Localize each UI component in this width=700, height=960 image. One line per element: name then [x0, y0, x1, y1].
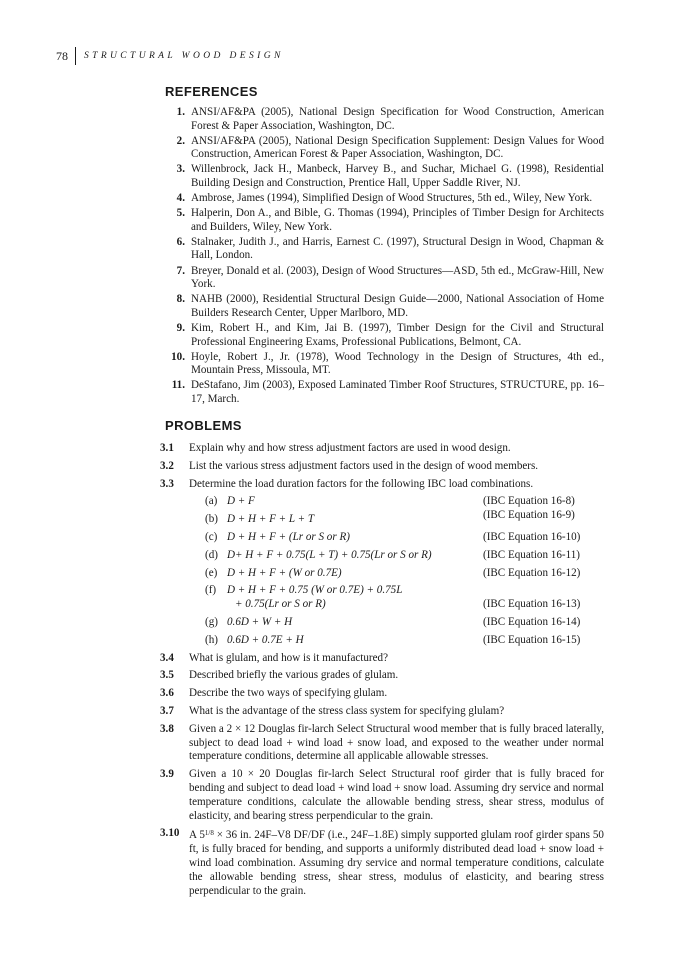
reference-text: Hoyle, Robert J., Jr. (1978), Wood Technology in the Design of Structures, 4th ed., Mountain Press, Missoula, MT. — [191, 350, 604, 377]
problem-number: 3.6 — [160, 687, 174, 700]
combination-label: (f) — [205, 584, 217, 597]
load-combination-row — [205, 584, 605, 612]
ibc-equation-reference: (IBC Equation 16-15) — [483, 633, 581, 646]
references-heading: REFERENCES — [165, 84, 258, 99]
reference-item — [160, 135, 604, 162]
reference-item — [160, 207, 604, 234]
problem-number: 3.8 — [160, 722, 174, 735]
problem-text: Explain why and how stress adjustment factors are used in wood design. — [189, 442, 511, 454]
problem-text: Describe the two ways of specifying glulam. — [189, 687, 388, 700]
load-combination-row — [205, 616, 605, 630]
problem-number: 3.10 — [160, 827, 180, 840]
ibc-equation-reference: (IBC Equation 16-9) — [483, 509, 575, 522]
problem-3-6 — [160, 687, 604, 701]
expression-line: D + H + F + (W or 0.7E) — [227, 566, 342, 579]
reference-text: Kim, Robert H., and Kim, Jai B. (1997), Timber Design for the Civil and Structural Professional Engineering Exams, Professional Publications, Belmont, CA. — [191, 321, 604, 348]
combination-label: (g) — [205, 615, 218, 628]
running-head-title: STRUCTURAL WOOD DESIGN — [84, 51, 284, 61]
reference-text: ANSI/AF&PA (2005), National Design Specification for Wood Construction, American Forest & Paper Association, Washington, DC. — [191, 106, 604, 132]
problem-3-1 — [160, 442, 604, 456]
problem-text: What is glulam, and how is it manufactured? — [189, 651, 389, 664]
load-combination-list — [205, 495, 605, 647]
expression-line-continued: + 0.75(Lr or S or R) — [235, 598, 326, 611]
problem-text: Determine the load duration factors for the following IBC load combinations. — [189, 477, 534, 490]
load-combination-row — [205, 531, 605, 545]
reference-item — [160, 322, 604, 349]
problem-number: 3.3 — [160, 477, 174, 490]
reference-text: Willenbrock, Jack H., Manbeck, Harvey B., and Suchar, Michael G. (1998), Residential Building Design and Construction, Prentice Hall, Upper Saddle River, NJ. — [191, 163, 604, 189]
problem-text-body: × 36 in. 24F–V8 DF/DF (i.e., 24F–1.8E) simply supported glulam roof girder spans 50 ft, is fully braced for bending, and supports a uniformly distributed dead load + snow load + wind load combination. Assuming dry service and normal temperature conditions, calculate the allowable bending stress, shear stress, modulus of elasticity, and bearing stress perpendicular to the grain. — [189, 829, 604, 897]
reference-number: 3. — [176, 163, 185, 176]
problem-number: 3.7 — [160, 704, 174, 717]
problem-text: List the various stress adjustment factors used in the design of wood members. — [189, 459, 539, 472]
reference-number: 7. — [176, 264, 185, 277]
expression-line: D + H + F + (Lr or S or R) — [227, 530, 350, 543]
problem-3-7 — [160, 705, 604, 719]
combination-expression — [227, 531, 483, 545]
reference-number: 9. — [176, 321, 185, 334]
page-number: 78 — [56, 48, 68, 63]
reference-number: 11. — [171, 379, 185, 392]
combination-expression — [227, 567, 483, 581]
problem-3-5 — [160, 669, 604, 683]
reference-number: 1. — [176, 106, 185, 118]
reference-item — [160, 236, 604, 263]
reference-item — [160, 265, 604, 292]
problem-3-4 — [160, 652, 604, 666]
reference-text: NAHB (2000), Residential Structural Design Guide—2000, National Association of Home Builders Research Center, Upper Marlboro, MD. — [191, 293, 604, 319]
ibc-equation-reference: (IBC Equation 16-8) — [483, 495, 575, 508]
problem-3-8 — [160, 723, 604, 764]
problem-text: Described briefly the various grades of glulam. — [189, 669, 399, 682]
problem-3-3 — [160, 478, 604, 492]
ibc-equation-reference: (IBC Equation 16-10) — [483, 530, 581, 543]
combination-label: (d) — [205, 548, 218, 561]
reference-item — [160, 293, 604, 320]
problem-3-9 — [160, 768, 604, 823]
expression-line: D + H + F + L + T — [227, 513, 315, 526]
reference-number: 5. — [176, 207, 185, 220]
reference-item — [160, 379, 604, 406]
problem-number: 3.2 — [160, 459, 174, 472]
combination-expression — [227, 549, 483, 563]
problem-number: 3.1 — [160, 442, 174, 454]
reference-number: 6. — [176, 235, 185, 248]
reference-number: 4. — [176, 192, 185, 205]
combination-expression — [227, 584, 483, 612]
ibc-equation-reference: (IBC Equation 16-11) — [483, 548, 580, 561]
reference-item — [160, 192, 604, 206]
reference-text: Breyer, Donald et al. (2003), Design of Wood Structures—ASD, 5th ed., McGraw-Hill, New York. — [191, 264, 604, 291]
problem-number: 3.4 — [160, 651, 174, 664]
running-header — [56, 46, 284, 66]
problem-number: 3.5 — [160, 669, 174, 682]
load-combination-row — [205, 634, 605, 648]
expression-line: 0.6D + W + H — [227, 615, 293, 628]
problem-number: 3.9 — [160, 768, 174, 781]
load-combination-row — [205, 567, 605, 581]
expression-line: D + H + F + 0.75 (W or 0.7E) + 0.75L — [227, 584, 403, 597]
glulam-width-fraction: 1/8 — [204, 829, 214, 838]
reference-text: DeStafano, Jim (2003), Exposed Laminated Timber Roof Structures, STRUCTURE, pp. 16–17, March. — [191, 379, 604, 405]
combination-expression — [227, 495, 483, 509]
load-combination-row — [205, 549, 605, 563]
problem-text: What is the advantage of the stress class system for specifying glulam? — [189, 704, 505, 717]
combination-label: (h) — [205, 633, 218, 646]
references-list — [160, 106, 604, 408]
glulam-width-whole: A 5 — [189, 829, 205, 842]
reference-text: ANSI/AF&PA (2005), National Design Specification Supplement: Design Values for Wood Construction, American Forest & Paper Association, Washington, DC. — [191, 134, 604, 161]
reference-number: 8. — [176, 293, 185, 306]
combination-expression — [227, 616, 483, 630]
ibc-equation-reference: (IBC Equation 16-14) — [483, 615, 581, 628]
load-combination-row — [205, 495, 605, 509]
problems-list — [160, 442, 604, 902]
reference-text: Ambrose, James (1994), Simplified Design of Wood Structures, 5th ed., Wiley, New York. — [191, 192, 593, 205]
reference-item — [160, 163, 604, 190]
combination-label: (b) — [205, 513, 218, 526]
problems-heading: PROBLEMS — [165, 418, 242, 433]
ibc-equation-reference: (IBC Equation 16-13) — [483, 598, 581, 611]
load-combination-row — [205, 509, 605, 527]
problem-3-10 — [160, 827, 604, 898]
combination-expression — [227, 513, 483, 527]
reference-number: 2. — [176, 134, 185, 147]
combination-label: (a) — [205, 495, 218, 508]
reference-text: Stalnaker, Judith J., and Harris, Earnest C. (1997), Structural Design in Wood, Chapman & Hall, London. — [191, 235, 604, 262]
reference-item — [160, 351, 604, 378]
expression-line: D + F — [227, 495, 255, 508]
combination-expression — [227, 634, 483, 648]
problem-text: Given a 10 × 20 Douglas fir-larch Select Structural roof girder that is fully braced for bending and subject to dead load + wind load + snow load. Assuming dry service and normal temperature conditions, calculate the allowable bending stress, shear stress, modulus of elasticity, and bearing stress perpendicular to the grain. — [189, 768, 604, 822]
problem-text: Given a 2 × 12 Douglas fir-larch Select Structural wood member that is fully braced laterally, subject to dead load + wind load + snow load, and exposed to the weather under normal temperature conditions, determine all applicable allowable stresses. — [189, 722, 604, 763]
reference-number: 10. — [171, 350, 185, 363]
reference-text: Halperin, Don A., and Bible, G. Thomas (1994), Principles of Timber Design for Architects and Builders, Wiley, New York. — [191, 207, 604, 233]
expression-line: D+ H + F + 0.75(L + T) + 0.75(Lr or S or R) — [227, 548, 432, 561]
reference-item — [160, 106, 604, 133]
combination-label: (c) — [205, 530, 218, 543]
problem-3-2 — [160, 460, 604, 474]
combination-label: (e) — [205, 566, 218, 579]
ibc-equation-reference: (IBC Equation 16-12) — [483, 566, 581, 579]
expression-line: 0.6D + 0.7E + H — [227, 633, 304, 646]
problem-text — [189, 827, 604, 898]
